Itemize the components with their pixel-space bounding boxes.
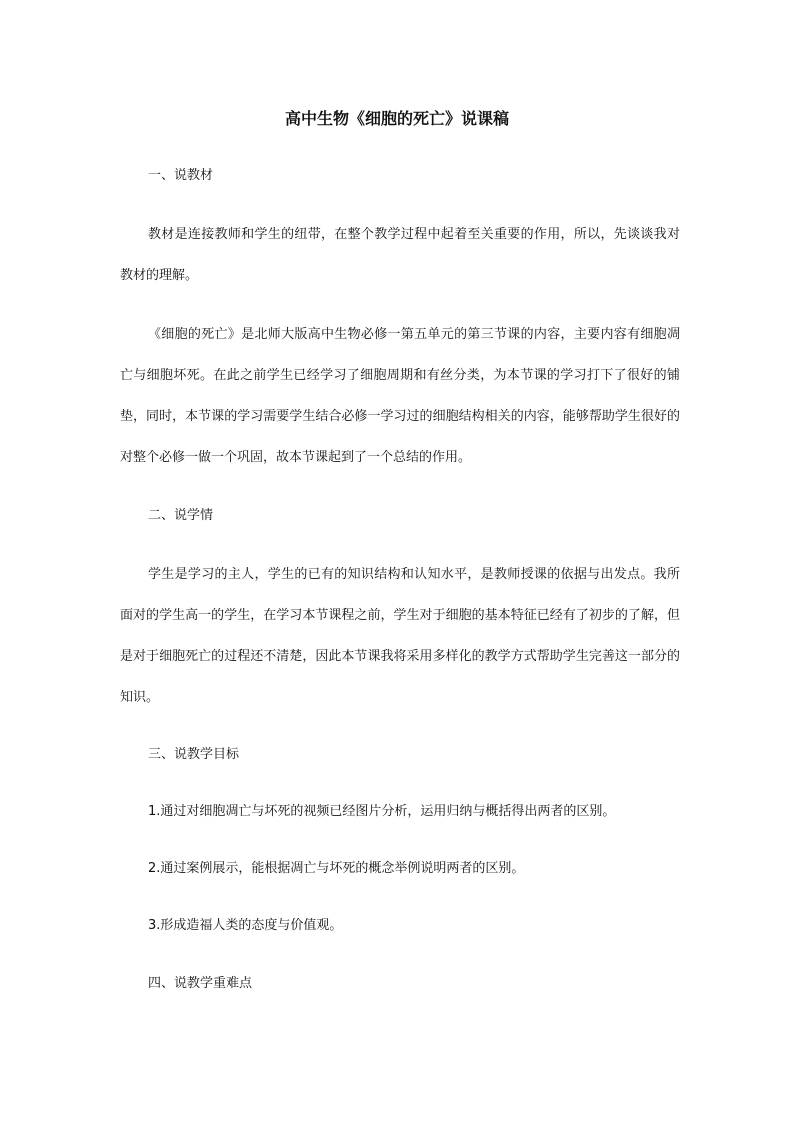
section-heading-key-points: 四、说教学重难点 bbox=[148, 976, 253, 991]
paragraph-textbook-content: 《细胞的死亡》是北师大版高中生物必修一第五单元的第三节课的内容，主要内容有细胞凋亡与细胞坏死。在此之前学生已经学习了细胞周期和有丝分类，为本节课的学习打下了很好的铺垫，同时，本节课的学习需要学生结合必修一学习过的细胞结构相关的内容，能够帮助学生很好的对整个必修一做一个巩固，故本节课起到了一个总结的作用。 bbox=[120, 327, 680, 465]
section-heading-textbook: 一、说教材 bbox=[148, 168, 214, 183]
section-heading-teaching-goals: 三、说教学目标 bbox=[148, 747, 240, 762]
goal-item-3: 3.形成造福人类的态度与价值观。 bbox=[148, 918, 343, 933]
paragraph-textbook-intro: 教材是连接教师和学生的纽带，在整个教学过程中起着至关重要的作用，所以，先谈谈我对教材的理解。 bbox=[120, 227, 680, 283]
goal-item-2: 2.通过案例展示，能根据凋亡与坏死的概念举例说明两者的区别。 bbox=[148, 861, 525, 876]
paragraph-student-analysis: 学生是学习的主人，学生的已有的知识结构和认知水平，是教师授课的依据与出发点。我所面对的学生高一的学生，在学习本节课程之前，学生对于细胞的基本特征已经有了初步的了解，但是对于细胞死亡的过程还不清楚，因此本节课我将采用多样化的教学方式帮助学生完善这一部分的知识。 bbox=[120, 567, 680, 705]
section-heading-student-analysis: 二、说学情 bbox=[148, 508, 214, 523]
goal-item-1: 1.通过对细胞凋亡与坏死的视频已经图片分析，运用归纳与概括得出两者的区别。 bbox=[148, 804, 616, 819]
document-title: 高中生物《细胞的死亡》说课稿 bbox=[284, 109, 509, 128]
